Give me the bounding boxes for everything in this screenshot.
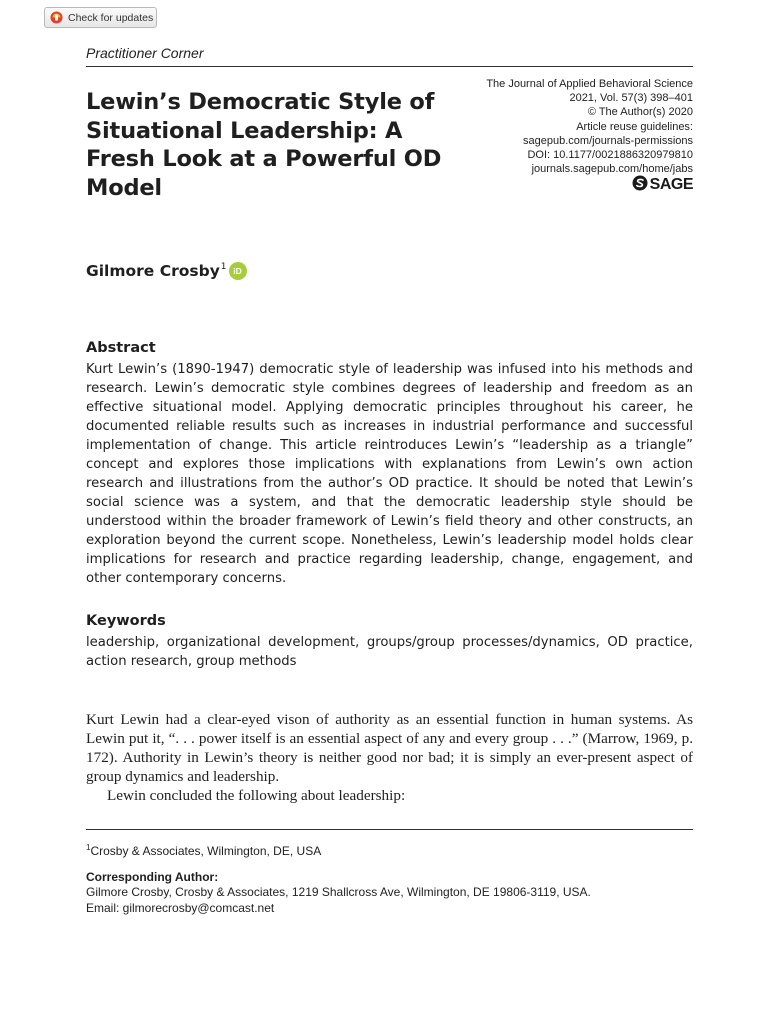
abstract-text: Kurt Lewin’s (1890-1947) democratic style of leadership was infused into his methods and research. Lewin’s democratic style combines degrees of leadership and freedom as an effective situational model. Applying democratic principles throughout his career, he documented reliable results such as increases in industrial performance and successful implementation of change. This article reintroduces Lewin’s “leadership as a triangle” concept and explores those implications with explanations from Lewin’s own action research and illustrations from the author’s OD practice. It should be noted that Lewin’s social science was a system, and that the democratic leadership style should be understood within the broader framework of Lewin’s field theory and other constructs, an exploration beyond the current scope. Nonetheless, Lewin’s leadership model holds clear implications for research and practice regarding leadership, change, engagement, and other contemporary concerns.	[86, 362, 693, 586]
journal-home-link[interactable]: journals.sagepub.com/home/jabs	[531, 163, 693, 176]
affiliation-footnote	[86, 840, 693, 860]
footnotes	[86, 840, 693, 916]
journal-volume: 2021, Vol. 57(3) 398–401	[569, 92, 693, 105]
footnote-divider	[86, 829, 693, 830]
author-line	[86, 262, 247, 280]
author-name: Gilmore Crosby	[86, 262, 220, 280]
body-text	[86, 710, 693, 805]
header-divider	[86, 66, 693, 67]
affiliation-text: Crosby & Associates, Wilmington, DE, USA	[90, 844, 322, 858]
corresponding-author-email[interactable]: Email: gilmorecrosby@comcast.net	[86, 900, 275, 915]
section-label: Practitioner Corner	[86, 45, 204, 61]
check-for-updates-label: Check for updates	[68, 11, 154, 24]
keywords-heading: Keywords	[86, 613, 166, 629]
orcid-icon[interactable]: iD	[229, 262, 247, 280]
body-paragraph: Lewin concluded the following about leadership:	[107, 787, 406, 804]
author-affiliation-mark: 1	[220, 262, 227, 272]
journal-name: The Journal of Applied Behavioral Science	[486, 78, 693, 90]
affiliation-mark: 1	[86, 843, 91, 852]
corresponding-author-address: Gilmore Crosby, Crosby & Associates, 1219 Shallcross Ave, Wilmington, DE 19806-3119, USA.	[86, 885, 591, 899]
keywords-text: leadership, organizational development, groups/group processes/dynamics, OD practice, action research, group methods	[86, 635, 693, 669]
article-title: Lewin’s Democratic Style of Situational Leadership: A Fresh Look at a Powerful OD Model	[86, 89, 442, 201]
abstract-heading: Abstract	[86, 340, 156, 356]
doi-link[interactable]: DOI: 10.1177/0021886320979810	[527, 149, 693, 162]
sage-wordmark: SAGE	[649, 176, 693, 193]
reuse-guidelines-label: Article reuse guidelines:	[576, 120, 693, 133]
sage-swirl-icon	[632, 175, 648, 195]
corresponding-author-label: Corresponding Author:	[86, 869, 219, 884]
check-for-updates-button[interactable]	[44, 7, 157, 28]
body-paragraph: Kurt Lewin had a clear-eyed vison of authority as an essential function in human systems. As Lewin put it, “. . . power itself is an essential aspect of any and every group . . .” (Marrow, 1969, p. 172). Authority in Lewin’s theory is neither good nor bad; it is simply an ever-present aspect of group dynamics and leadership.	[86, 711, 693, 785]
journal-copyright: © The Author(s) 2020	[587, 106, 693, 119]
journal-info	[486, 77, 693, 176]
sage-logo	[632, 175, 693, 195]
permissions-link[interactable]: sagepub.com/journals-permissions	[523, 134, 693, 147]
crossmark-icon	[50, 11, 63, 24]
